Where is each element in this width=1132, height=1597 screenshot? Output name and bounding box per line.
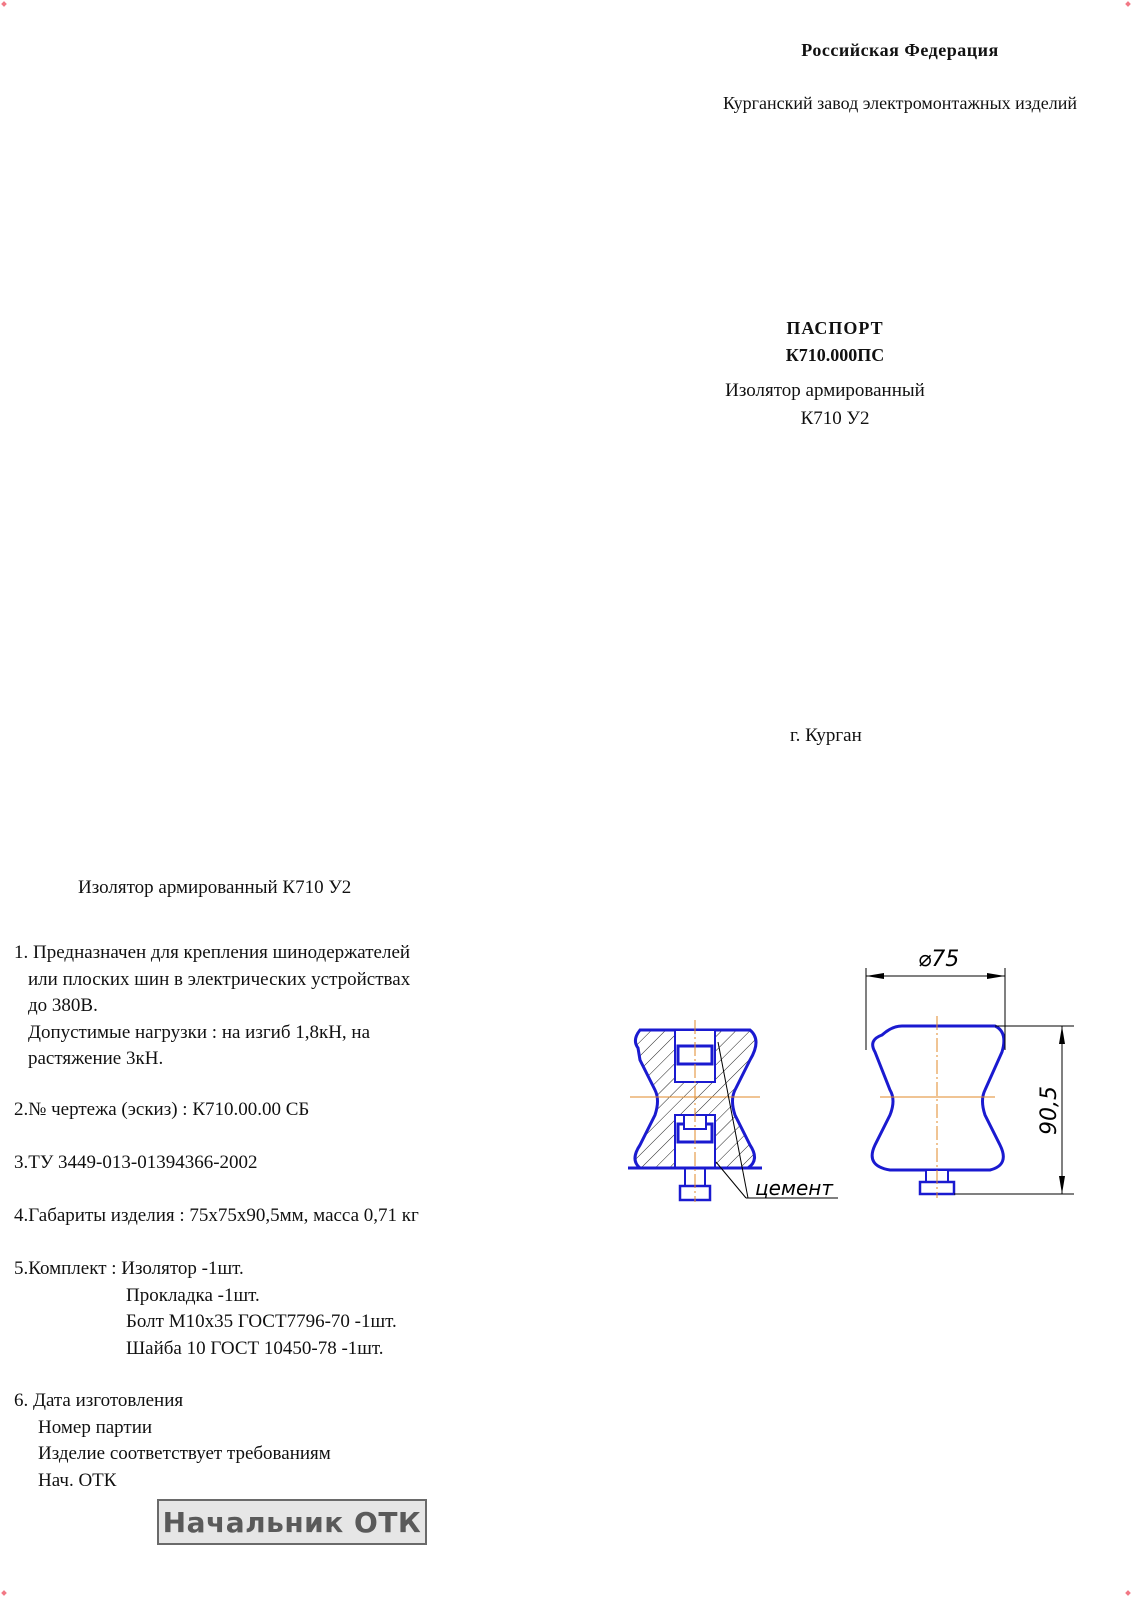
document-code: К710.000ПС xyxy=(785,345,885,365)
kit-label: 5.Комплект : Изолятор -1шт. xyxy=(14,1258,244,1279)
spec-line: Допустимые нагрузки : на изгиб 1,8кН, на xyxy=(28,1021,371,1043)
spec-item-manufacture xyxy=(14,1388,331,1494)
spec-line: Нач. ОТК xyxy=(38,1469,117,1491)
spec-line: растяжение 3кН. xyxy=(28,1048,164,1069)
manufacturer-name: Курганский завод электромонтажных изделий xyxy=(723,93,1077,113)
corner-marker xyxy=(1,1590,7,1596)
spec-item-dimensions: 4.Габариты изделия : 75х75х90,5мм, масса 0,71 кг xyxy=(14,1205,419,1226)
spec-item-tu: 3.ТУ 3449-013-01394366-2002 xyxy=(14,1152,258,1173)
spec-line: Изделие соответствует требованиям xyxy=(38,1443,331,1464)
spec-line: 1. Предназначен для крепления шинодержателей xyxy=(14,942,411,963)
country-heading: Российская Федерация xyxy=(801,40,999,60)
insulator-drawing xyxy=(600,940,1100,1240)
diameter-dimension-label: ⌀75 xyxy=(918,947,960,972)
spec-item-kit xyxy=(14,1256,397,1362)
spec-line: 6. Дата изготовления xyxy=(14,1390,184,1411)
height-dimension-label: 90,5 xyxy=(1037,1086,1062,1135)
cement-callout-label: цемент xyxy=(755,1176,834,1200)
section-view xyxy=(628,1020,838,1202)
spec-subtitle: Изолятор армированный К710 У2 xyxy=(78,877,352,898)
spec-line: до 380В. xyxy=(28,995,98,1016)
spec-line: или плоских шин в электрических устройствах xyxy=(28,968,411,990)
product-model: К710 У2 xyxy=(800,408,870,429)
kit-component: Шайба 10 ГОСТ 10450-78 -1шт. xyxy=(126,1337,384,1359)
city-label: г. Курган xyxy=(790,725,862,746)
spec-item-drawing-number: 2.№ чертежа (эскиз) : К710.00.00 СБ xyxy=(14,1099,310,1120)
corner-marker xyxy=(1125,1590,1131,1596)
qc-stamp: Начальник ОТК xyxy=(157,1499,427,1545)
kit-component: Прокладка -1шт. xyxy=(126,1284,260,1306)
kit-component: Болт М10х35 ГОСТ7796-70 -1шт. xyxy=(126,1311,397,1332)
document-type: ПАСПОРТ xyxy=(786,318,884,338)
spec-item-purpose xyxy=(14,940,410,1073)
spec-line: Номер партии xyxy=(38,1416,153,1438)
product-name: Изолятор армированный xyxy=(725,380,925,401)
corner-marker xyxy=(1,1,7,7)
corner-marker xyxy=(1125,1,1131,7)
side-view xyxy=(866,947,1074,1198)
